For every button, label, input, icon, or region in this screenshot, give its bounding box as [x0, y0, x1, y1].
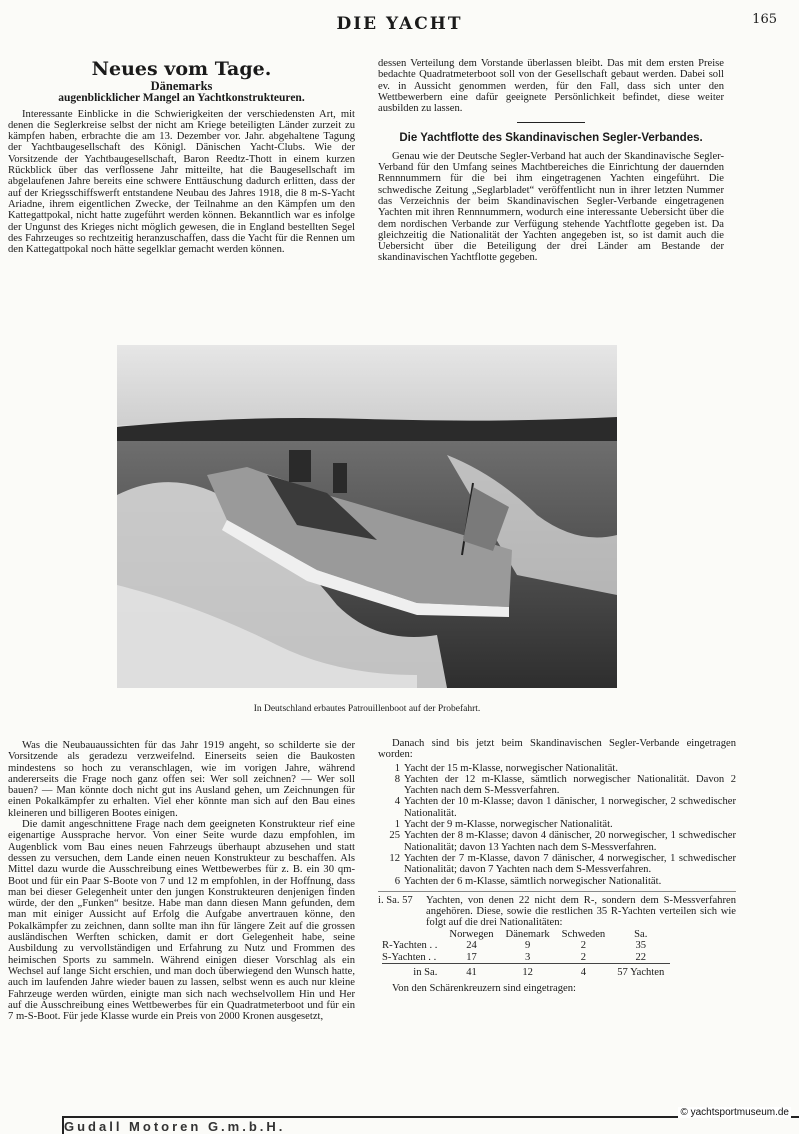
table-header-row [382, 929, 670, 941]
list-intro: Danach sind bis jetzt beim Skandinavischen Segler-Verbande eingetragen worden: [378, 738, 736, 761]
nationality-table [382, 929, 670, 979]
article-body: Interessante Einblicke in die Schwierigkeiten der verschiedensten Art, mit denen die Seglerkreise selbst der nicht am Kriege beteiligten Länder zurzeit zu kämpfen haben, erbrachte die am 13. Dezember vor. Jahr. abgehaltene Tagung der Yachtbaugesellschaft des Königl. Dänischen Yacht-Clubs. Wie der Vorsitzende der Yachtbaugesellschaft, Baron Reedtz-Thott in einem kurzen Rückblick über das verflossene Jahr mitteilte, hat die Baugesellschaft im abgelaufenen Jahre bereits eine schwere Enttäuschung dadurch erlitten, dass der auf der Kriegsschiffswerft entstandene Neubau des Jahres 1918, die 8 m-S-Yacht Ariadne, ihrem eigentlichen Zwecke, der Teilnahme an den Kämpfen um den Kattegattpokal, nicht hatte zugeführt werden können. Bekanntlich war es infolge der Ungunst des Krieges nicht möglich gewesen, die in England bestellten Segel des Fahrzeuges so rechtzeitig heranzuschaffen, dass die Yacht für die Rennen um den Kattegattpokal noch hätte segelklar gemacht werden können. [8, 108, 355, 256]
table-cell: S-Yachten . . [382, 951, 437, 963]
summary-text: Yachten, von denen 22 nicht dem R-, sondern dem S-Messverfahren angehören. Diese, sowie die restlichen 35 R-Yachten verteilen sich wie folgt auf die drei Nationalitäten: [426, 894, 736, 929]
table-cell: 2 [580, 951, 587, 963]
table-cell: 2 [580, 940, 587, 952]
table-row [382, 952, 670, 964]
table-cell: 12 [500, 964, 556, 979]
running-header: DIE YACHT [336, 14, 463, 34]
list-item: 12 Yachten der 7 m-Klasse, davon 7 dänischer, 4 norwegischer, 1 schwedischer Nationalität; davon 7 Yachten nach dem S-Messverfahren. [389, 852, 736, 876]
list-item: 8 Yachten der 12 m-Klasse, sämtlich norwegischer Nationalität. Davon 2 Yachten nach dem S-Messverfahren. [394, 773, 736, 797]
summary-block [378, 891, 736, 929]
summary-prefix: i. Sa. 57 [378, 894, 413, 906]
lower-right-column [378, 738, 736, 994]
article2-title: Die Yachtflotte des Skandinavischen Segler-Verbandes. [399, 132, 703, 145]
photo-caption: In Deutschland erbautes Patrouillenboot auf der Probefahrt. [253, 704, 481, 714]
table-row [382, 940, 670, 952]
paragraph: Die damit angeschnittene Frage nach dem geeigneten Konstrukteur rief eine eigenartige Aussprache hervor. Von einer Seite wurde dazu empfohlen, im Augenblick vom Bau eines neuen Fahrzeugs überhaupt abzusehen und statt dessen zu versuchen, dem Lande einen neuen Konstrukteur zu beschaffen. Als Mittel dazu wurde die Ausschreibung eines Wettbewerbes für z. B. ein 30 qm-Boot und für ein Paar S-Boote von 7 und 12 m empfohlen, in der Hoffnung, dass man bei dieser Gelegenheit unter den jungen Konstrukteuren denjenigen finden würde, der den „Funken“ besitze. Habe man dann diesen Mann gefunden, dem man mit einiger Aussicht auf Erfolg die Aufgabe anvertrauen könne, den Pokalkämpfer zu zeichnen, dann sollte man ihn für längere Zeit auf die grossen ausländischen Werften schicken, damit er dort Gelegenheit habe, seine Ausbildung zu vervollständigen und Erfahrung zu Nutz und Frommen des heimischen Sports zu sammeln. Während einigen dieser Vorschlag als ein Wechsel auf lange Sicht erschien, und man doch überwiegend den Wunsch hatte, auch im laufenden Jahre wieder bauen zu lassen, selbst wenn es auch nur kleine Fahrzeuge werden würden, einigte man sich nach wechselvollem Hin und Her auf die Ausschreibung eines Wettbewerbes für ein Quadratmeterboot und für ein 7 m-S-Boot. Für jede Klasse wurde ein Preis von 2000 Kronen ausgesetzt, [8, 819, 355, 1023]
article-right-column [378, 58, 724, 264]
list-item: 6 Yachten der 6 m-Klasse, sämtlich norwegischer Nationalität. [394, 875, 662, 887]
table-cell: 57 Yachten [611, 964, 670, 979]
table-total-row [382, 964, 670, 979]
list-item: 4 Yachten der 10 m-Klasse; davon 1 dänischer, 1 norwegischer, 2 schwedischer Nationalität. [394, 796, 736, 819]
table-header [382, 929, 443, 941]
section-divider [517, 122, 585, 123]
paragraph: Was die Neubauaussichten für das Jahr 1919 angeht, so schilderte sie der Vorsitzende als geradezu verzweifelnd. Einerseits seien die Baukosten mindestens so hoch zu veranschlagen, wie im vorigen Jahre, während andererseits die Frage noch ganz offen sei: Wer soll zeichnen? — Wer soll bauen? — Man könnte doch nicht gut ins Ausland gehen, um Zeichnungen für einen Pokalkämpfer zu erhalten. Viel eher könnte man sich auf den Bau eines kleineren und billigeren Bootes einigen. [8, 740, 355, 819]
watermark-credit: © yachtsportmuseum.de [680, 1107, 789, 1118]
table-header: Dänemark [505, 928, 550, 940]
table-cell: 17 [466, 951, 477, 963]
closing-line: Von den Schärenkreuzern sind eingetragen: [392, 982, 576, 994]
advertisement-text: Gudall Motoren G.m.b.H. [64, 1119, 286, 1134]
article-continuation: dessen Verteilung dem Vorstande überlassen bleibt. Das mit dem ersten Preise bedachte Quadratmeterboot soll von der Gesellschaft gebaut werden. Dabei soll ev. in Aussicht genommen werden, für den Fall, dass sich unter den Wettbewerbern eine dafür geeignete Persönlichkeit befindet, diese weiter ausbilden zu lassen. [378, 58, 724, 115]
table-cell: 41 [443, 964, 499, 979]
page-number: 165 [752, 12, 777, 27]
table-cell: 24 [466, 940, 477, 952]
advertisement-strip [62, 1116, 799, 1134]
article2-body: Genau wie der Deutsche Segler-Verband hat auch der Skandinavische Segler-Verband für den Umfang seines Machtbereiches die Einrichtung der dauernden Rennnummern für die bei ihm eingetragenen Yachten eingeführt. Die schwedische Zeitung „Seglarbladet“ veröffentlicht nun in ihrer letzten Nummer das Verzeichnis der beim Skandinavischen Segler-Verbande eingetragenen Yachten mit ihren Rennnummern, wodurch eine interessante Uebersicht über die dem nordischen Verbande zur Verfügung stehende Yachtflotte gegeben ist. Da gleichzeitig die Nationalität der Yachten angegeben ist, so ist damit auch die Uebersicht über die Beteiligung der drei Länder am Bestande der skandinavischen Yachtflotte gegeben. [378, 150, 724, 264]
list-item: 25 Yachten der 8 m-Klasse; davon 4 dänischer, 20 norwegischer, 1 schwedischer Nationalität; davon 13 Yachten nach dem S-Messverfahren. [389, 830, 736, 853]
lower-left-column [8, 740, 355, 1022]
table-cell: in Sa. [382, 964, 443, 979]
table-cell: 22 [635, 951, 647, 963]
table-header: Norwegen [449, 928, 494, 940]
article-neues-vom-tage [8, 58, 355, 255]
table-header: Schweden [561, 928, 606, 940]
article-subheading: augenblicklicher Mangel an Yachtkonstrukteuren. [58, 92, 305, 105]
table-cell: 9 [524, 940, 531, 952]
table-cell: 3 [524, 951, 531, 963]
article-subtitle: Dänemarks [150, 79, 213, 93]
list-item: 1 Yacht der 15 m-Klasse, norwegischer Nationalität. [394, 762, 618, 774]
table-cell: R-Yachten . . [382, 940, 438, 952]
boat-photo [117, 345, 617, 688]
table-cell: 4 [556, 964, 612, 979]
yacht-class-list [378, 763, 736, 887]
boat-photo-illustration [117, 345, 617, 688]
article-title: Neues vom Tage. [91, 58, 272, 80]
list-item: 1 Yacht der 9 m-Klasse, norwegischer Nationalität. [394, 819, 613, 831]
table-header: Sa. [634, 928, 648, 940]
table-cell: 35 [635, 940, 647, 952]
